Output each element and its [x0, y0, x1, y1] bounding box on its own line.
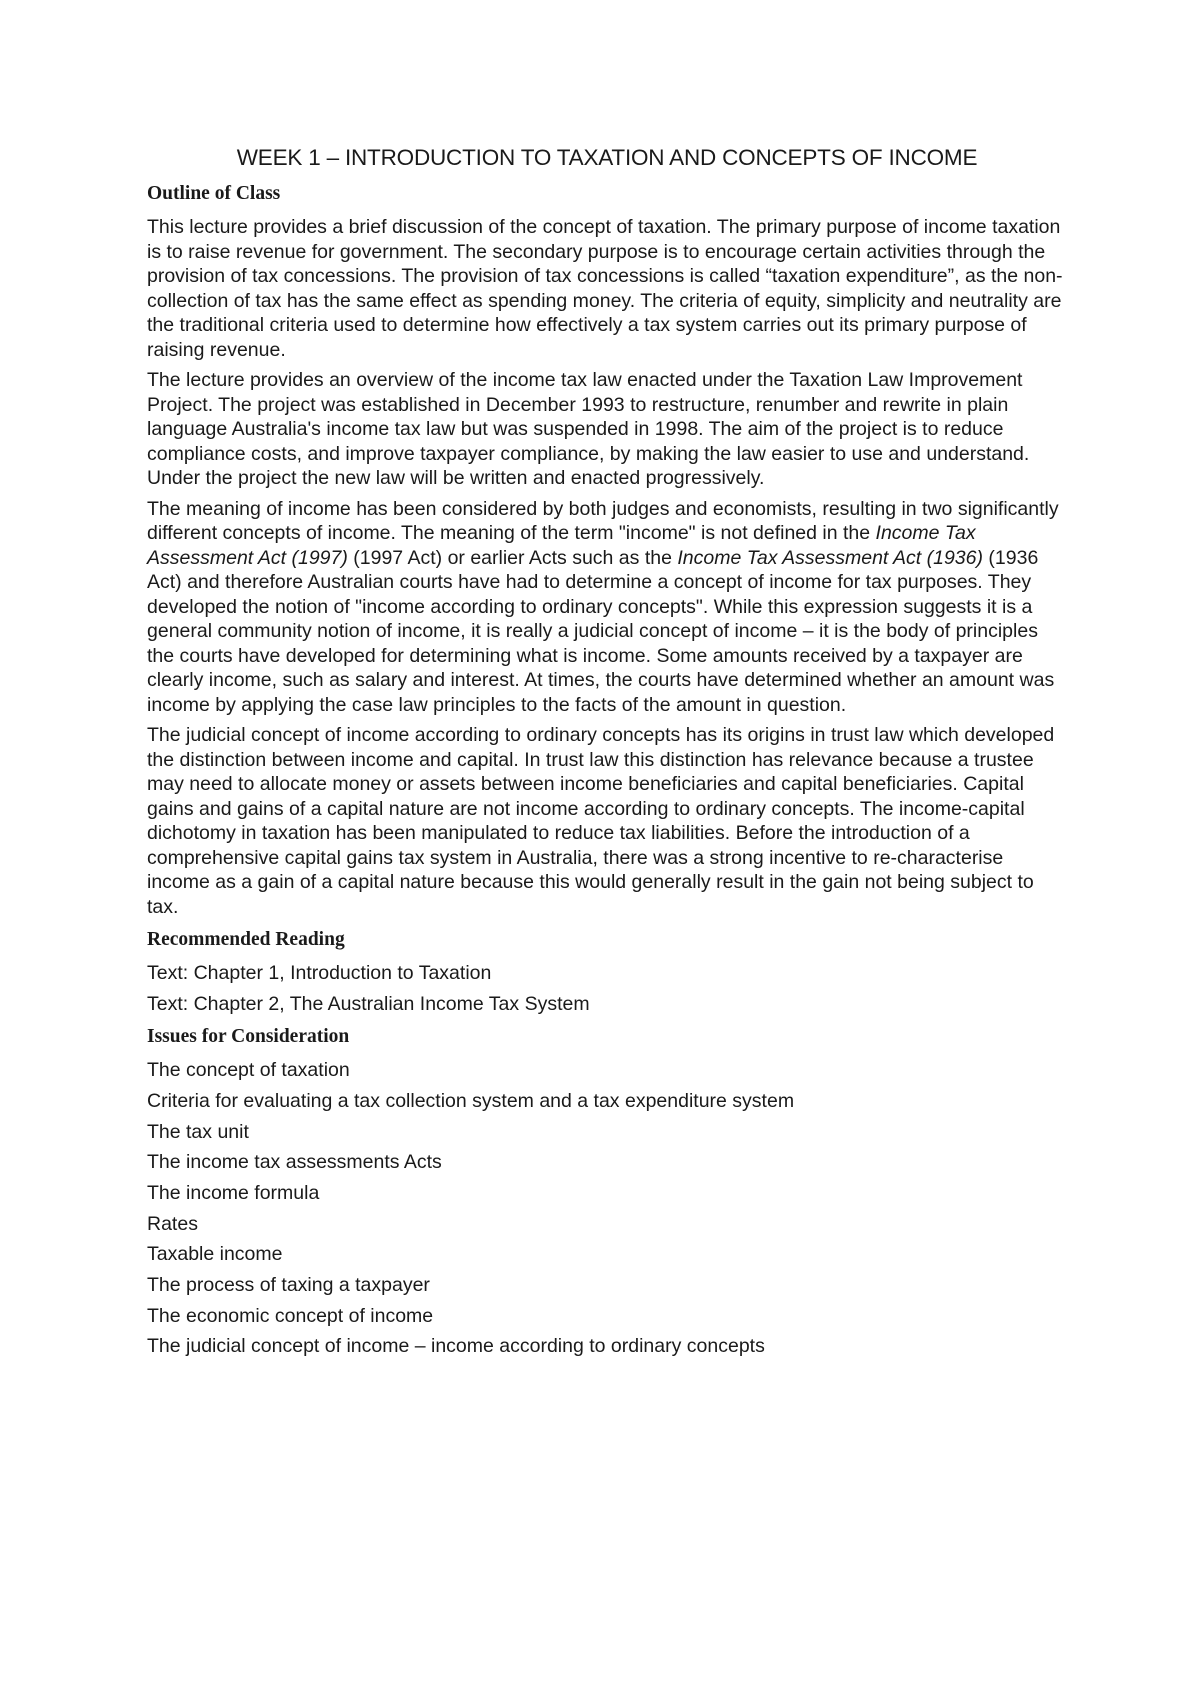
issue-item: The judicial concept of income – income according to ordinary concepts [147, 1335, 765, 1358]
outline-paragraph-1: This lecture provides a brief discussion of the concept of taxation. The primary purpose of income taxation is to raise revenue for government. The secondary purpose is to encourage certain activities through the provision of tax concessions. The provision of tax concessions is called “taxation expenditure”, as the non-collection of tax has the same effect as spending money. The criteria of equity, simplicity and neutrality are the traditional criteria used to determine how effectively a tax system carries out its primary purpose of raising revenue. [147, 216, 1063, 361]
issues-list [147, 1058, 1067, 1359]
p3-text-c: (1936 Act) and therefore Australian courts have had to determine a concept of income for tax purposes. They developed the notion of "income according to ordinary concepts". While this expression suggests it is a general community notion of income, it is really a judicial concept of income – it is the body of principles the courts have developed for determining what is income. Some amounts received by a taxpayer are clearly income, such as salary and interest. At times, the courts have determined whether an amount was income by applying the case law principles to the facts of the amount in question. [147, 546, 1055, 716]
reading-heading: Recommended Reading [147, 929, 345, 950]
issue-item: Criteria for evaluating a tax collection system and a tax expenditure system [147, 1089, 795, 1112]
page-title: WEEK 1 – INTRODUCTION TO TAXATION AND CONCEPTS OF INCOME [236, 145, 978, 170]
reading-item: Text: Chapter 2, The Australian Income Tax System [147, 992, 590, 1015]
reading-list [147, 961, 1067, 1016]
p3-text-a: The meaning of income has been considered by both judges and economists, resulting in two significantly different concepts of income. The meaning of the term "income" is not defined in the [147, 497, 1059, 544]
issue-item: The concept of taxation [147, 1059, 350, 1082]
issues-heading: Issues for Consideration [147, 1026, 350, 1048]
issue-item: The income tax assessments Acts [147, 1151, 442, 1174]
outline-heading: Outline of Class [147, 183, 281, 204]
issue-item: The economic concept of income [147, 1304, 434, 1327]
issue-item: Taxable income [147, 1243, 283, 1266]
outline-paragraph-4: The judicial concept of income according to ordinary concepts has its origins in trust law which developed the distinction between income and capital. In trust law this distinction has relevance because a trustee may need to allocate money or assets between income beneficiaries and capital beneficiaries. Capital gains and gains of a capital nature are not income according to ordinary concepts. The income-capital dichotomy in taxation has been manipulated to reduce tax liabilities. Before the introduction of a comprehensive capital gains tax system in Australia, there was a strong incentive to re-characterise income as a gain of a capital nature because this would generally result in the gain not being subject to tax. [147, 724, 1055, 918]
outline-paragraph-3 [147, 497, 1067, 718]
issue-item: The process of taxing a taxpayer [147, 1274, 430, 1296]
act-1997-title: Income Tax Assessment Act (1997) [147, 522, 976, 569]
document-page [147, 146, 1067, 1365]
act-1936-title: Income Tax Assessment Act (1936) [677, 546, 983, 569]
issue-item: The tax unit [147, 1120, 249, 1143]
p3-text-b: (1997 Act) or earlier Acts such as the [347, 546, 678, 569]
issue-item: Rates [147, 1212, 198, 1235]
issue-item: The income formula [147, 1181, 320, 1204]
outline-paragraph-2: The lecture provides an overview of the income tax law enacted under the Taxation Law Improvement Project. The project was established in December 1993 to restructure, renumber and rewrite in plain language Australia's income tax law but was suspended in 1998. The aim of the project is to reduce compliance costs, and improve taxpayer compliance, by making the law easier to use and understand. Under the project the new law will be written and enacted progressively. [147, 369, 1030, 489]
reading-item: Text: Chapter 1, Introduction to Taxation [147, 962, 492, 984]
